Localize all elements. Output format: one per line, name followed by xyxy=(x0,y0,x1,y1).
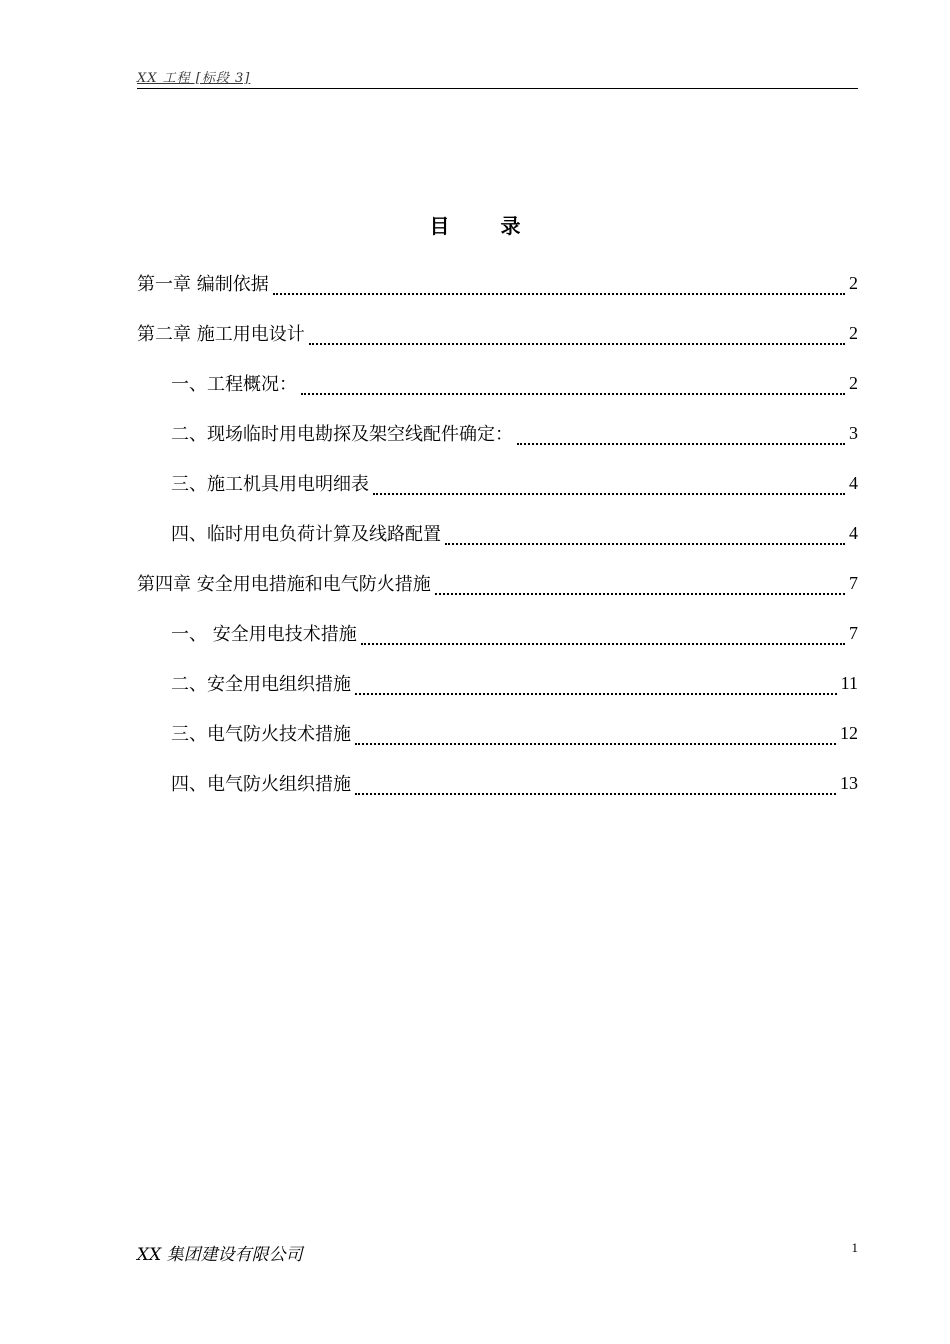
dot-leader xyxy=(301,375,845,395)
dot-leader xyxy=(445,525,845,545)
dot-leader xyxy=(373,475,845,495)
toc-entry[interactable] xyxy=(137,508,858,558)
footer-company-name: XX 集团建设有限公司 xyxy=(137,1245,303,1265)
toc-entry-label: 二、现场临时用电勘探及架空线配件确定： xyxy=(171,424,513,445)
toc-title: 目 录 xyxy=(429,214,543,238)
toc-entry-page: 2 xyxy=(849,272,858,293)
dot-leader xyxy=(355,775,836,795)
dot-leader xyxy=(355,725,836,745)
toc-entry-label: 四、临时用电负荷计算及线路配置 xyxy=(171,524,441,545)
toc-entry-label: 三、电气防火技术措施 xyxy=(171,724,351,745)
toc-entry-page: 3 xyxy=(849,422,858,443)
toc-entry-label: 三、施工机具用电明细表 xyxy=(171,474,369,495)
page-header xyxy=(137,64,858,89)
toc-entry-page: 2 xyxy=(849,322,858,343)
toc-entry-label: 第二章 施工用电设计 xyxy=(137,324,305,345)
toc-entry-page: 4 xyxy=(849,472,858,493)
toc-entry[interactable] xyxy=(137,758,858,808)
toc-entry-label: 二、安全用电组织措施 xyxy=(171,674,351,695)
toc-entry[interactable] xyxy=(137,358,858,408)
dot-leader xyxy=(435,575,845,595)
toc-entry-label: 第一章 编制依据 xyxy=(137,274,269,295)
dot-leader xyxy=(309,325,845,345)
dot-leader xyxy=(361,625,845,645)
toc-entry[interactable] xyxy=(137,258,858,308)
dot-leader xyxy=(517,425,845,445)
toc-entry[interactable] xyxy=(137,608,858,658)
toc-entry-label: 四、电气防火组织措施 xyxy=(171,774,351,795)
toc-entry-label: 第四章 安全用电措施和电气防火措施 xyxy=(137,574,431,595)
toc-entry[interactable] xyxy=(137,558,858,608)
dot-leader xyxy=(355,675,837,695)
toc-entry-page: 11 xyxy=(840,672,858,693)
toc-entry-page: 13 xyxy=(840,772,858,793)
toc-entry[interactable] xyxy=(137,408,858,458)
toc-entry[interactable] xyxy=(137,458,858,508)
toc-entry-page: 4 xyxy=(849,522,858,543)
toc-entry-label: 一、工程概况： xyxy=(171,374,297,395)
toc-entry-page: 7 xyxy=(849,572,858,593)
toc-entry-label: 一、 安全用电技术措施 xyxy=(171,624,357,645)
header-text: XX 工程 [标段 3] xyxy=(137,71,251,86)
toc-entry-page: 2 xyxy=(849,372,858,393)
footer-page-number: 1 xyxy=(851,1240,858,1255)
toc-entry[interactable] xyxy=(137,658,858,708)
toc-entry-page: 7 xyxy=(849,622,858,643)
toc-entry-page: 12 xyxy=(840,722,858,743)
dot-leader xyxy=(273,275,845,295)
toc-entry[interactable] xyxy=(137,708,858,758)
toc-entry[interactable] xyxy=(137,308,858,358)
table-of-contents xyxy=(137,258,858,808)
